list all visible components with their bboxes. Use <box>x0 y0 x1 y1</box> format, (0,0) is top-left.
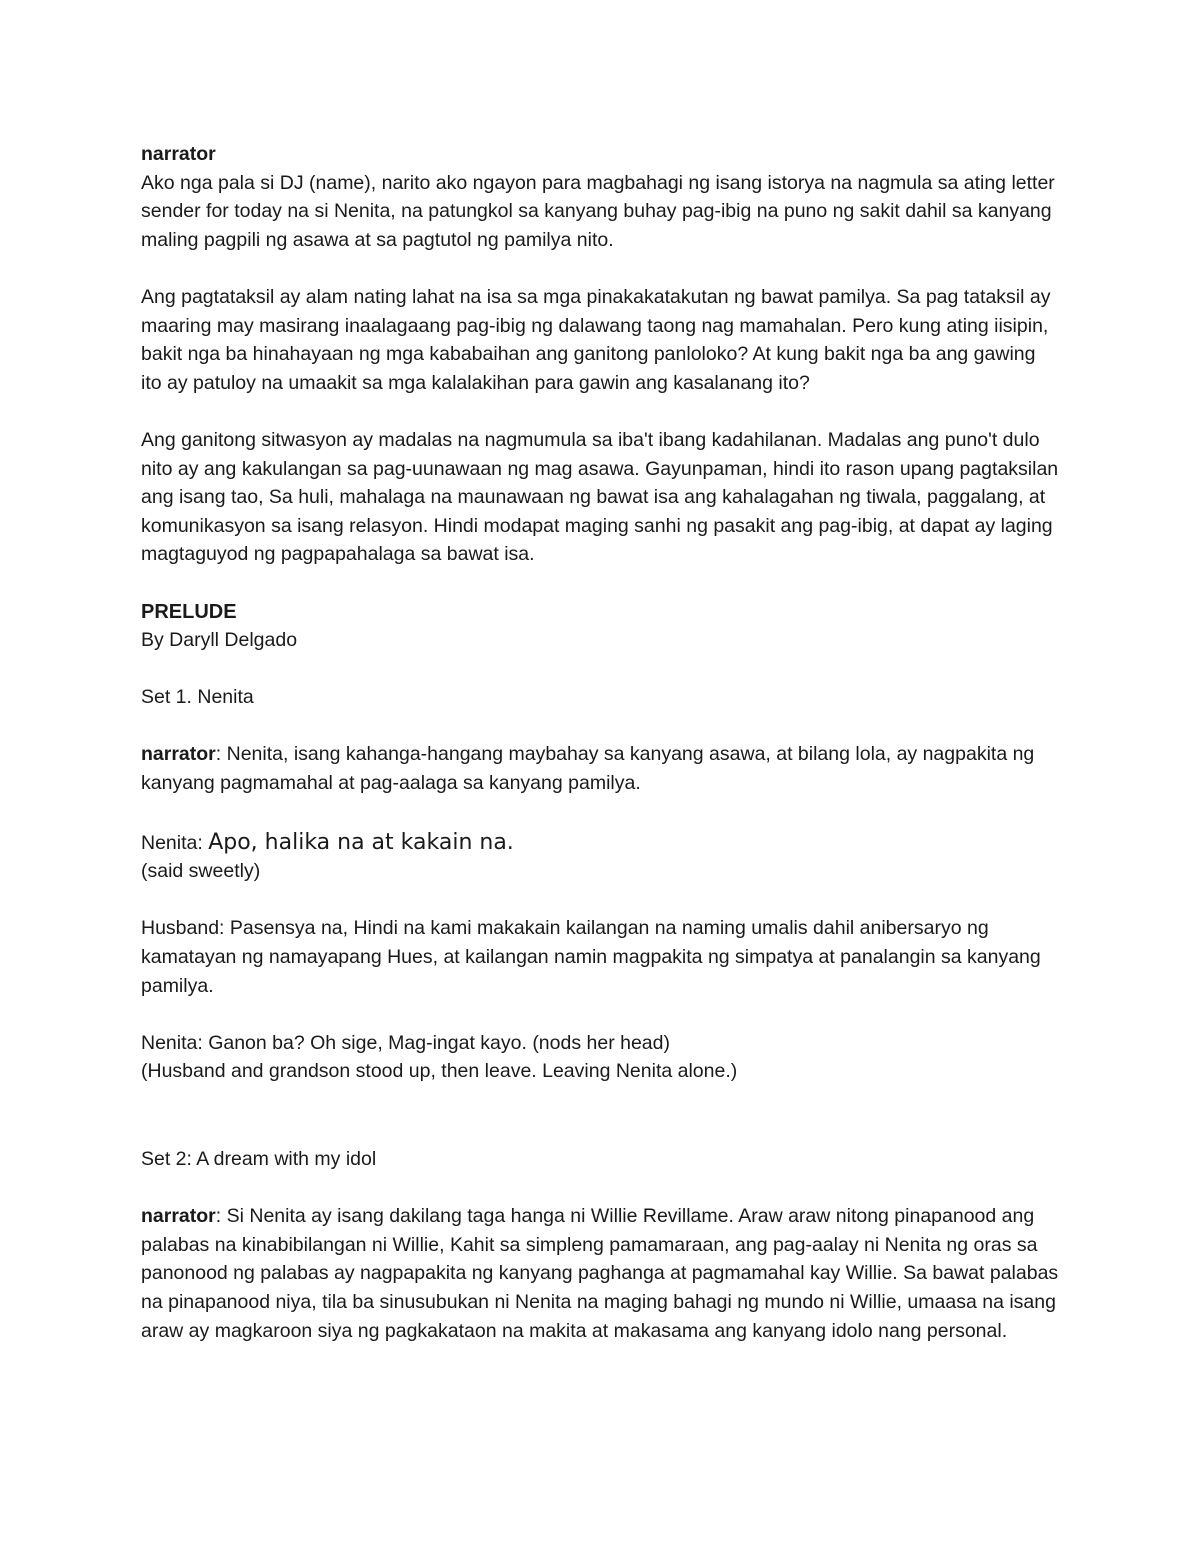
intro-paragraph-2: Ang pagtataksil ay alam nating lahat na isa sa mga pinakakatakutan ng bawat pamilya. Sa pag tataksil ay maaring may masirang inaalagaang pag-ibig ng dalawang taong nag mamahalan. Pero kung ating iisipin, bakit nga ba hinahayaan ng mga kababaihan ang ganitong panloloko? At kung bakit nga ba ang gawing ito ay patuloy na umaakit sa mga kalalakihan para gawin ang kasalanang ito? <box>141 285 1051 394</box>
set1-husband-dialogue: Husband: Pasensya na, Hindi na kami makakain kailangan na naming umalis dahil anibersaryo ng kamatayan ng namayapang Hues, at kailangan namin magpakita ng simpatya at panalangin sa kanyang pamilya. <box>141 917 1041 997</box>
narrator-heading: narrator <box>141 143 216 165</box>
set2-heading: Set 2: A dream with my idol <box>141 1148 377 1170</box>
set1-nenita-label: Nenita: <box>141 831 209 854</box>
set1-heading: Set 1. Nenita <box>141 686 254 709</box>
set1-nenita-dialogue <box>141 829 1061 858</box>
set1-nenita-direction: (said sweetly) <box>141 860 261 883</box>
set1-nenita-dialogue-2: Nenita: Ganon ba? Oh sige, Mag-ingat kayo. (nods her head) <box>141 1031 670 1054</box>
prelude-title <box>141 598 1061 627</box>
intro-paragraph-1: Ako nga pala si DJ (name), narito ako ngayon para magbahagi ng isang istorya na nagmula sa ating letter sender for today na si Nenita, na patungkol sa kanyang buhay pag-ibig na puno ng sakit dahil sa kanyang maling pagpili ng asawa at sa pagtutol ng pamilya nito. <box>141 171 1055 251</box>
set1-narrator-label: narrator <box>141 743 216 766</box>
set1-nenita-line: Apo, halika na at kakain na. <box>208 829 514 855</box>
set2-narrator-text: : Si Nenita ay isang dakilang taga hanga ni Willie Revillame. Araw araw nitong pinapanood ang palabas na kinabibilangan ni Willie, Kahit sa simpleng pamamaraan, ang pag-aalay ni Nenita ng oras sa panonood ng palabas ay nagpapakita ng kanyang paghanga at pagmamahal kay Willie. Sa bawat palabas na pinapanood niya, tila ba sinusubukan ni Nenita na maging bahagi ng mundo ni Willie, umaasa na isang araw ay magkaroon siya ng pagkakataon na makita at makasama ang kanyang idolo nang personal. <box>141 1205 1059 1342</box>
document-page <box>141 140 1061 1345</box>
intro-paragraph-3: Ang ganitong sitwasyon ay madalas na nagmumula sa iba't ibang kadahilanan. Madalas ang puno't dulo nito ay ang kakulangan sa pag-uunawaan ng mag asawa. Gayunpaman, hindi ito rason upang pagtaksilan ang isang tao, Sa huli, mahalaga na maunawaan ng bawat isa ang kahalagahan ng tiwala, paggalang, at komunikasyon sa isang relasyon. Hindi modapat maging sanhi ng pasakit ang pag-ibig, at dapat ay laging magtaguyod ng pagpapahalaga sa bawat isa. <box>141 428 1059 566</box>
prelude-title-text: PRELUDE <box>141 600 237 623</box>
set2-narrator-paragraph <box>141 1202 1061 1345</box>
prelude-author: By Daryll Delgado <box>141 629 298 652</box>
set1-stage-direction: (Husband and grandson stood up, then leave. Leaving Nenita alone.) <box>141 1060 738 1083</box>
set2-narrator-label: narrator <box>141 1205 216 1228</box>
set1-narrator-paragraph <box>141 740 1061 797</box>
set1-narrator-text: : Nenita, isang kahanga-hangang maybahay sa kanyang asawa, at bilang lola, ay nagpakita ng kanyang pagmamahal at pag-aalaga sa kanyang pamilya. <box>141 743 1035 795</box>
